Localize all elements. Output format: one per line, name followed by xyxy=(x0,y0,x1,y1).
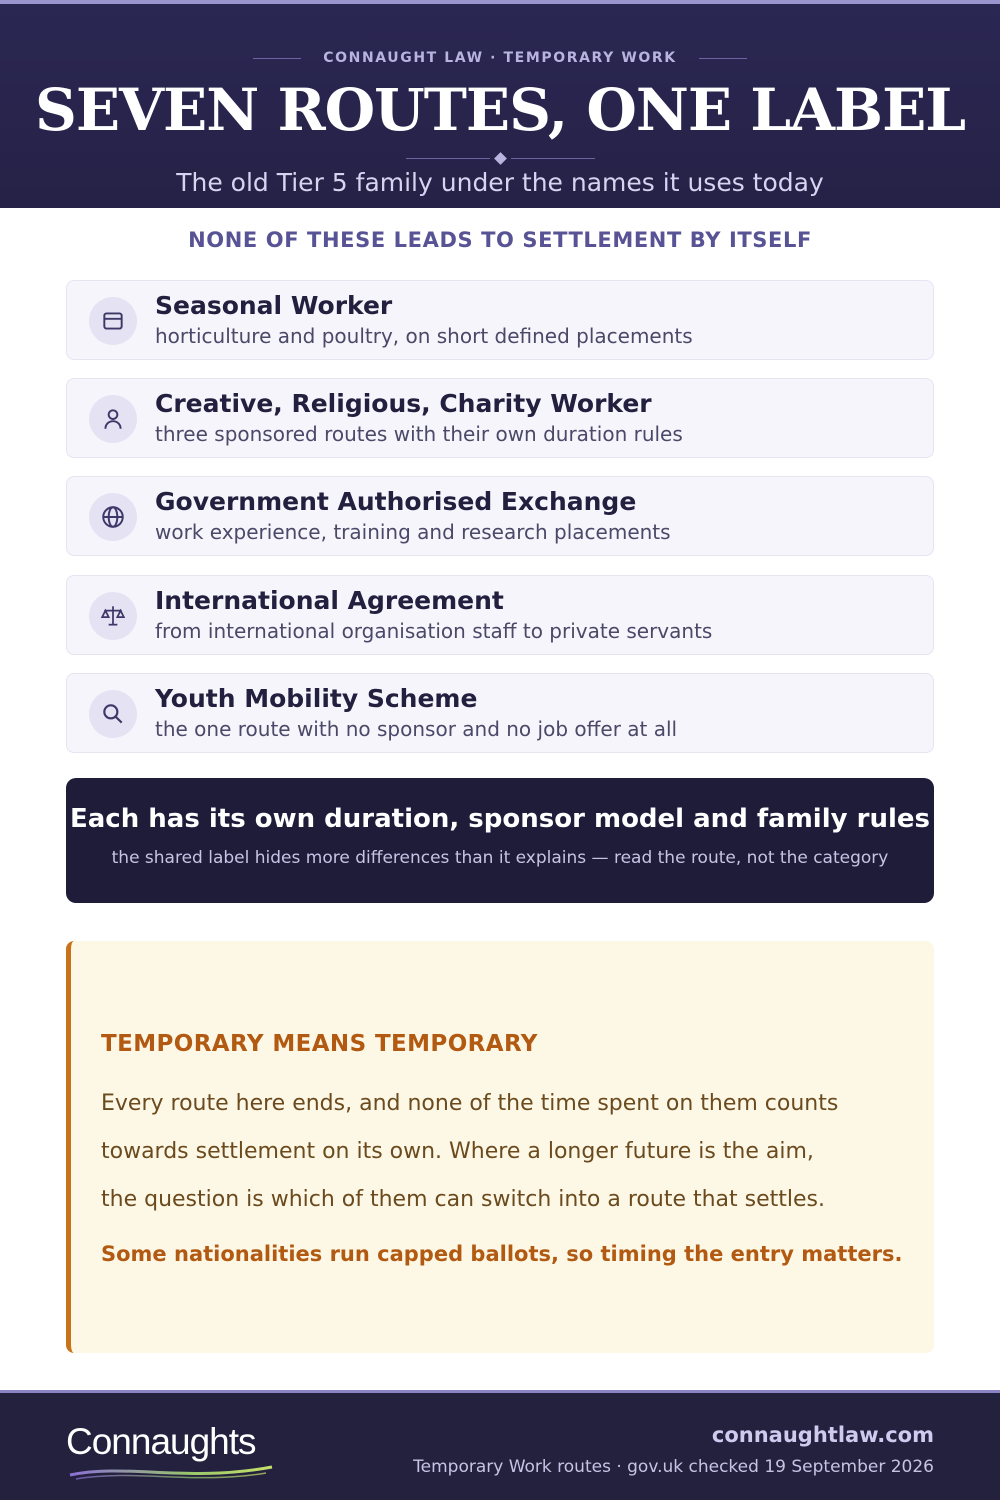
footer xyxy=(0,1390,1000,1500)
logo-swoosh-icon xyxy=(66,1461,276,1483)
logo: Connaughts xyxy=(66,1421,256,1462)
footer-url-link[interactable]: connaughtlaw.com xyxy=(711,1423,934,1447)
diamond-icon xyxy=(494,152,507,165)
scales-icon xyxy=(89,592,137,640)
title-divider xyxy=(0,154,1000,163)
route-name: International Agreement xyxy=(155,586,504,615)
route-description: the one route with no sponsor and no job offer at all xyxy=(155,717,678,741)
route-description: work experience, training and research placements xyxy=(155,520,671,544)
footer-source: Temporary Work routes · gov.uk checked 19 September 2026 xyxy=(413,1457,934,1477)
section-heading: NONE OF THESE LEADS TO SETTLEMENT BY ITSELF xyxy=(188,228,812,252)
eyebrow: CONNAUGHT LAW · TEMPORARY WORK xyxy=(323,50,677,66)
person-icon xyxy=(89,395,137,443)
note-line: Every route here ends, and none of the time spent on them counts xyxy=(101,1091,839,1116)
note-emphasis: Some nationalities run capped ballots, so timing the entry matters. xyxy=(101,1242,903,1266)
route-name: Seasonal Worker xyxy=(155,291,393,320)
route-description: horticulture and poultry, on short defined placements xyxy=(155,324,693,348)
route-name: Creative, Religious, Charity Worker xyxy=(155,389,652,418)
callout-subtitle: the shared label hides more differences than it explains — read the route, not the category xyxy=(111,848,889,868)
route-card-creative-religious-charity xyxy=(66,378,934,458)
note-line: towards settlement on its own. Where a longer future is the aim, xyxy=(101,1139,814,1164)
route-card-seasonal-worker xyxy=(66,280,934,360)
eyebrow-rule-left xyxy=(253,58,301,59)
note-line: the question is which of them can switch into a route that settles. xyxy=(101,1187,826,1212)
route-card-international-agreement xyxy=(66,575,934,655)
callout-title: Each has its own duration, sponsor model and family rules xyxy=(70,804,930,834)
eyebrow-row xyxy=(0,50,1000,66)
note-body xyxy=(101,1080,901,1224)
page-title: SEVEN ROUTES, ONE LABEL xyxy=(34,76,966,144)
eyebrow-rule-right xyxy=(699,58,747,59)
route-card-government-authorised-exchange xyxy=(66,476,934,556)
route-name: Youth Mobility Scheme xyxy=(155,684,478,713)
route-description: from international organisation staff to private servants xyxy=(155,619,713,643)
note-title: TEMPORARY MEANS TEMPORARY xyxy=(101,1031,538,1057)
route-card-youth-mobility-scheme xyxy=(66,673,934,753)
globe-icon xyxy=(89,493,137,541)
search-icon xyxy=(89,690,137,738)
temporary-note xyxy=(66,941,934,1353)
window-icon xyxy=(89,297,137,345)
page-subtitle: The old Tier 5 family under the names it uses today xyxy=(176,168,824,197)
header xyxy=(0,0,1000,208)
differences-callout xyxy=(66,778,934,903)
route-name: Government Authorised Exchange xyxy=(155,487,637,516)
route-description: three sponsored routes with their own duration rules xyxy=(155,422,683,446)
